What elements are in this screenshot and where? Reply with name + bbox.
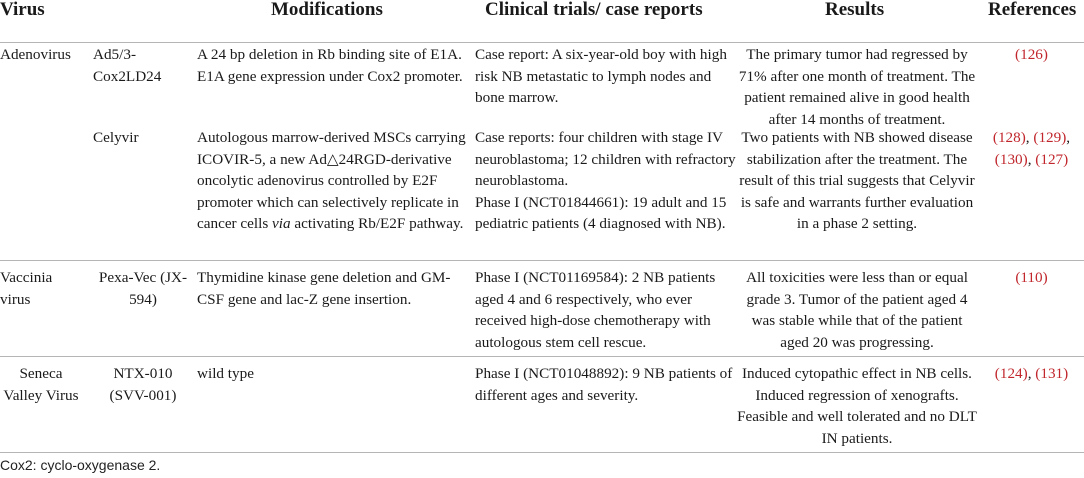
reference-link[interactable]: (110) xyxy=(1015,269,1048,286)
reference-link[interactable]: (124) xyxy=(994,365,1028,382)
sub-row xyxy=(0,127,1084,260)
sub-row xyxy=(0,43,1084,127)
references-cell: (124), (131) xyxy=(994,365,1069,382)
table-header xyxy=(0,0,1084,43)
header-results: Results xyxy=(825,0,885,20)
header-trials: Clinical trials/ case reports xyxy=(485,0,703,20)
results-cell: Two patients with NB showed disease stabilization after the treatment. The result of this trial suggests that Celyvir is safe and warrants further evaluation in a phase 2 setting. xyxy=(739,129,975,232)
table-row xyxy=(0,43,1084,261)
table-footnote: Cox2: cyclo-oxygenase 2. xyxy=(0,457,161,473)
modifications-cell: Thymidine kinase gene deletion and GM-CSF gene and lac-Z gene insertion. xyxy=(197,269,451,308)
references-cell xyxy=(979,267,1084,289)
reference-link[interactable]: (128) xyxy=(992,129,1026,146)
reference-link[interactable]: (129) xyxy=(1033,129,1067,146)
header-modifications: Modifications xyxy=(271,0,383,20)
virus-cell: Vaccinia virus xyxy=(0,269,53,308)
references-cell: (128), (129), (130), (127) xyxy=(992,129,1071,168)
references-cell xyxy=(979,44,1084,66)
trials-cell: Phase I (NCT01048892): 9 NB patients of different ages and severity. xyxy=(475,365,733,404)
reference-link[interactable]: (131) xyxy=(1035,365,1069,382)
virus-cell: Seneca Valley Virus xyxy=(3,365,79,404)
modifications-text: activating Rb/E2F pathway. xyxy=(290,215,464,232)
strain-cell: NTX-010 (SVV-001) xyxy=(109,365,177,404)
modifications-cell: wild type xyxy=(197,365,254,382)
header-virus: Virus xyxy=(0,0,45,20)
modifications-italic: via xyxy=(272,215,291,232)
strain-cell: Celyvir xyxy=(93,129,139,146)
reference-link[interactable]: (127) xyxy=(1035,150,1069,168)
modifications-cell: A 24 bp deletion in Rb binding site of E1A. E1A gene expression under Cox2 promoter. xyxy=(197,46,463,85)
results-cell: Induced cytopathic effect in NB cells. Induced regression of xenografts. Feasible and well tolerated and no DLT IN patients. xyxy=(737,365,977,447)
table-row xyxy=(0,261,1084,357)
strain-cell: Ad5/3-Cox2LD24 xyxy=(93,46,162,85)
virus-cell: Adenovirus xyxy=(0,46,71,63)
trials-cell: Phase I (NCT01169584): 2 NB patients aged 4 and 6 respectively, who ever received high-dose chemotherapy with autologous stem cell rescue. xyxy=(475,269,716,351)
modifications-cell xyxy=(197,127,467,235)
trials-text: Case reports: four children with stage IV neuroblastoma; 12 children with refractory neuroblastoma. xyxy=(475,129,736,189)
modifications-text: Autologous marrow-derived MSCs carrying ICOVIR-5, a new Ad△24RGD-derivative oncolytic adenovirus controlled by E2F promoter which can selectively replicate in cancer cells xyxy=(197,129,466,232)
table-row xyxy=(0,357,1084,453)
trials-cell xyxy=(475,127,737,235)
header-references: References xyxy=(988,0,1077,20)
trials-cell: Case report: A six-year-old boy with high risk NB metastatic to lymph nodes and bone marrow. xyxy=(475,46,727,106)
reference-link[interactable]: (130) xyxy=(994,150,1028,168)
trials-text: Phase I (NCT01844661): 19 adult and 15 pediatric patients (4 diagnosed with NB). xyxy=(475,193,727,232)
strain-cell: Pexa-Vec (JX-594) xyxy=(98,269,188,308)
results-cell: The primary tumor had regressed by 71% after one month of treatment. The patient remained alive in good health after 14 months of treatment. xyxy=(738,46,976,128)
results-cell: All toxicities were less than or equal grade 3. Tumor of the patient aged 4 was stable while that of the patient aged 20 was progressing. xyxy=(746,269,968,351)
reference-link[interactable]: (126) xyxy=(1015,46,1048,63)
